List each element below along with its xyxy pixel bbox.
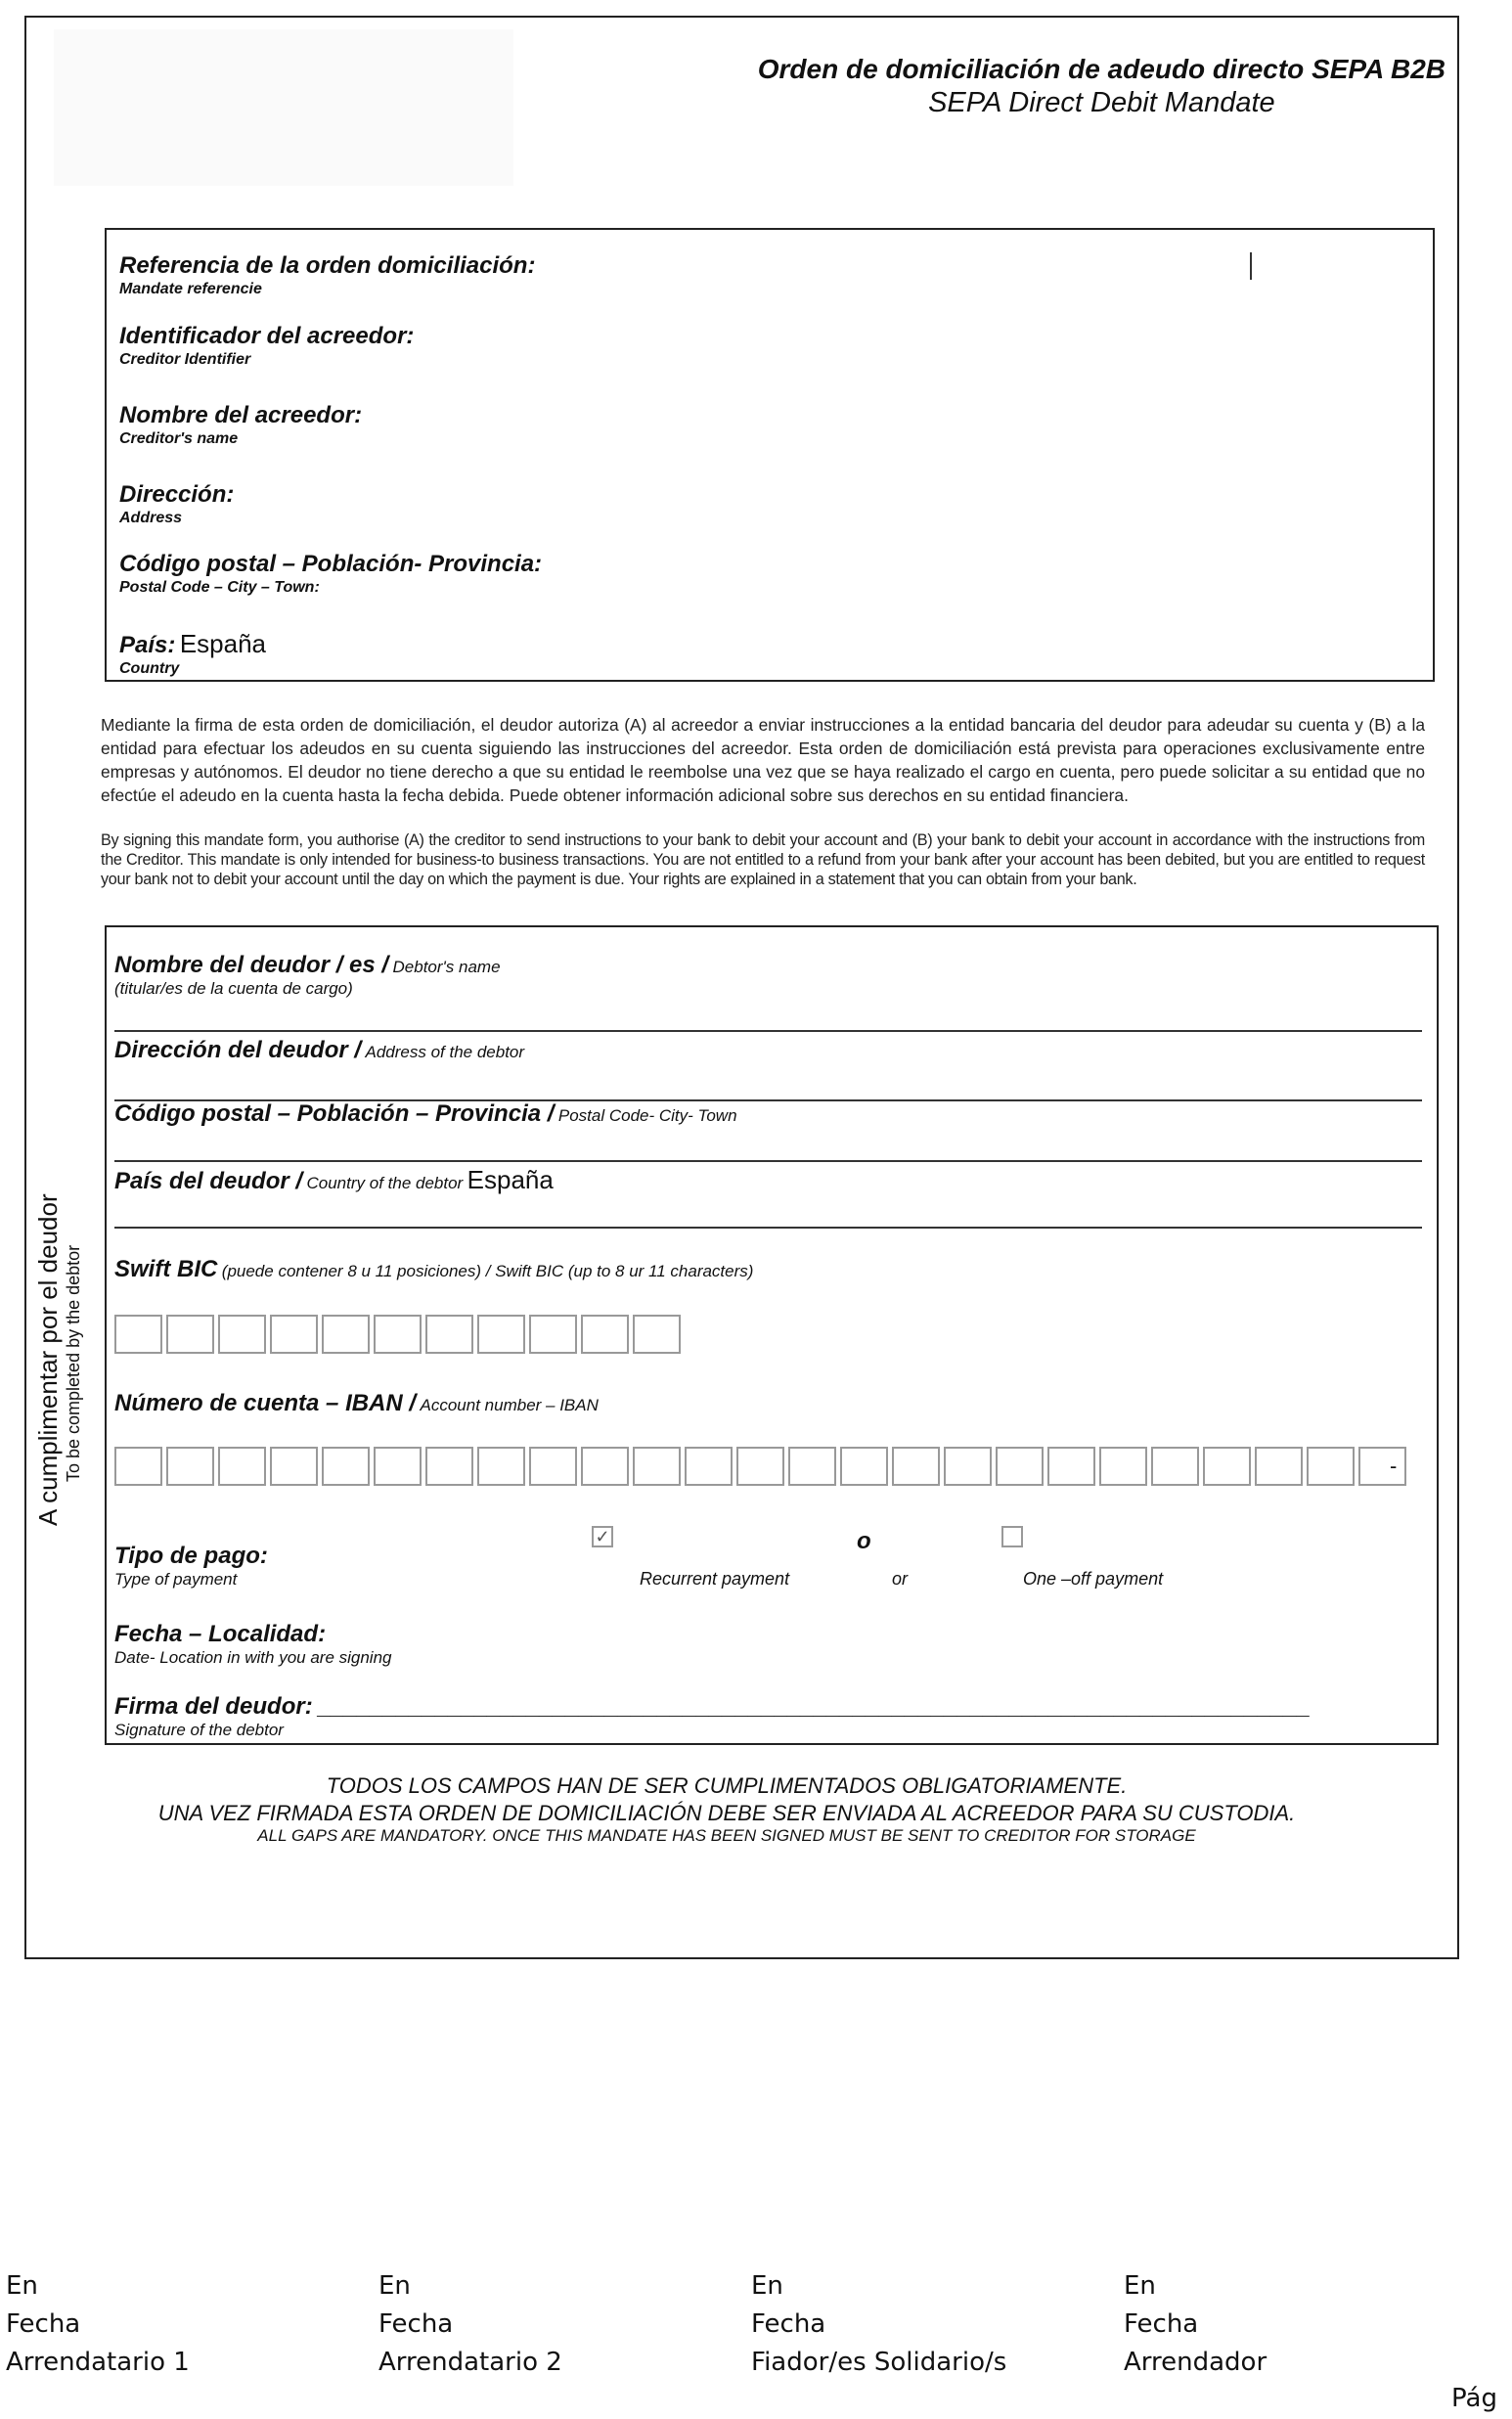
iban-cell[interactable] bbox=[788, 1447, 836, 1486]
debtor-country-field[interactable]: País del deudor / Country of the debtor España bbox=[114, 1165, 554, 1194]
text-cursor bbox=[1250, 252, 1252, 280]
debtor-name-field[interactable]: Nombre del deudor / es / Debtor's name (titular/es de la cuenta de cargo) bbox=[114, 952, 501, 998]
iban-suffix: - bbox=[1390, 1454, 1398, 1478]
iban-cell[interactable] bbox=[892, 1447, 940, 1486]
iban-cell[interactable] bbox=[1255, 1447, 1303, 1486]
swift-bic-cell[interactable] bbox=[322, 1315, 370, 1354]
recurrent-payment-label: Recurrent payment bbox=[640, 1569, 790, 1589]
iban-cell[interactable] bbox=[322, 1447, 370, 1486]
signature-block-4: En Fecha Arrendador bbox=[1124, 2271, 1267, 2377]
signature-line: ____________________________________________________________________________ bbox=[317, 1693, 1310, 1720]
or-es-label: o bbox=[857, 1528, 871, 1554]
logo-placeholder bbox=[54, 29, 513, 186]
notice-line-3: ALL GAPS ARE MANDATORY. ONCE THIS MANDATE HAS BEEN SIGNED MUST BE SENT TO CREDITOR FOR STORAGE bbox=[257, 1826, 1196, 1845]
swift-bic-cell[interactable] bbox=[114, 1315, 162, 1354]
creditor-country-field[interactable]: País: España Country bbox=[119, 629, 267, 677]
payment-type-label: Tipo de pago: Type of payment bbox=[114, 1543, 268, 1589]
iban-cell[interactable] bbox=[1358, 1447, 1406, 1486]
title-es: Orden de domiciliación de adeudo directo SEPA B2B bbox=[757, 54, 1445, 84]
debtor-address-field[interactable]: Dirección del deudor / Address of the debtor bbox=[114, 1037, 525, 1063]
signature-block-2: En Fecha Arrendatario 2 bbox=[378, 2271, 562, 2377]
iban-cell[interactable] bbox=[218, 1447, 266, 1486]
iban-cell[interactable] bbox=[944, 1447, 992, 1486]
iban-cell[interactable] bbox=[736, 1447, 784, 1486]
iban-cell[interactable] bbox=[425, 1447, 473, 1486]
mandate-reference-field[interactable]: Referencia de la orden domiciliación: Mandate referencie bbox=[119, 252, 536, 297]
title-en: SEPA Direct Debit Mandate bbox=[928, 87, 1275, 118]
iban-cell[interactable] bbox=[270, 1447, 318, 1486]
swift-bic-cell[interactable] bbox=[270, 1315, 318, 1354]
swift-bic-cell[interactable] bbox=[581, 1315, 629, 1354]
page-label: Pág bbox=[1451, 2384, 1497, 2413]
debtor-country-line bbox=[114, 1227, 1422, 1229]
signature-block-3: En Fecha Fiador/es Solidario/s bbox=[751, 2271, 1007, 2377]
side-label: A cumplimentar por el deudor To be completed by the debtor bbox=[33, 1193, 83, 1526]
iban-cell[interactable] bbox=[374, 1447, 422, 1486]
creditor-country-value: España bbox=[179, 629, 267, 658]
swift-bic-cell[interactable] bbox=[425, 1315, 473, 1354]
iban-cell[interactable] bbox=[166, 1447, 214, 1486]
debtor-country-value: España bbox=[467, 1165, 554, 1194]
iban-cell[interactable] bbox=[1099, 1447, 1147, 1486]
iban-cell[interactable] bbox=[996, 1447, 1044, 1486]
oneoff-payment-checkbox[interactable] bbox=[1001, 1526, 1023, 1547]
swift-bic-cell[interactable] bbox=[529, 1315, 577, 1354]
iban-cell[interactable] bbox=[1047, 1447, 1095, 1486]
debtor-postal-field[interactable]: Código postal – Población – Provincia / Postal Code- City- Town bbox=[114, 1100, 737, 1127]
iban-cell[interactable] bbox=[633, 1447, 681, 1486]
iban-label: Número de cuenta – IBAN / Account number – IBAN bbox=[114, 1390, 599, 1416]
recurrent-payment-checkbox[interactable]: ✓ bbox=[592, 1526, 613, 1547]
iban-cell[interactable] bbox=[1151, 1447, 1199, 1486]
iban-cell[interactable] bbox=[1203, 1447, 1251, 1486]
iban-cell[interactable] bbox=[1307, 1447, 1355, 1486]
iban-cell[interactable] bbox=[114, 1447, 162, 1486]
iban-cell[interactable] bbox=[685, 1447, 733, 1486]
legal-text-es: Mediante la firma de esta orden de domiciliación, el deudor autoriza (A) al acreedor a enviar instrucciones a la entidad bancaria del deudor para adeudar su cuenta y (B) a la entidad para efectuar los adeudos en su cuenta siguiendo las instrucciones del acreedor. Esta orden de domiciliación está prevista para operaciones exclusivamente entre empresas y autónomos. El deudor no tiene derecho a que su entidad le reembolse una vez que se haya realizado el cargo en cuenta, pero puede solicitar a su entidad que no efectúe el adeudo en la cuenta hasta la fecha debida. Puede obtener información adicional sobre sus derechos en su entidad financiera. bbox=[101, 715, 1425, 805]
iban-cell[interactable] bbox=[529, 1447, 577, 1486]
swift-bic-cells bbox=[114, 1315, 681, 1354]
iban-cell[interactable] bbox=[477, 1447, 525, 1486]
iban-cell[interactable] bbox=[840, 1447, 888, 1486]
creditor-name-field[interactable]: Nombre del acreedor: Creditor's name bbox=[119, 402, 363, 447]
notice-line-2: UNA VEZ FIRMADA ESTA ORDEN DE DOMICILIACIÓN DEBE SER ENVIADA AL ACREEDOR PARA SU CUSTODIA. bbox=[157, 1801, 1296, 1825]
notice-line-1: TODOS LOS CAMPOS HAN DE SER CUMPLIMENTADOS OBLIGATORIAMENTE. bbox=[326, 1773, 1128, 1798]
creditor-address-field[interactable]: Dirección: Address bbox=[119, 481, 235, 526]
debtor-postal-line bbox=[114, 1160, 1422, 1162]
debtor-name-line bbox=[114, 1030, 1422, 1032]
swift-bic-cell[interactable] bbox=[218, 1315, 266, 1354]
creditor-postal-field[interactable]: Código postal – Población- Provincia: Postal Code – City – Town: bbox=[119, 551, 543, 596]
date-location-field[interactable]: Fecha – Localidad: Date- Location in with you are signing bbox=[114, 1621, 392, 1667]
signature-block-1: En Fecha Arrendatario 1 bbox=[6, 2271, 190, 2377]
signature-field[interactable]: Firma del deudor: ____________________________________________________________________________ Signature of the debtor bbox=[114, 1693, 1310, 1739]
swift-bic-label: Swift BIC (puede contener 8 u 11 posiciones) / Swift BIC (up to 8 ur 11 characters) bbox=[114, 1256, 754, 1282]
swift-bic-cell[interactable] bbox=[633, 1315, 681, 1354]
oneoff-payment-label: One –off payment bbox=[1023, 1569, 1164, 1589]
swift-bic-cell[interactable] bbox=[477, 1315, 525, 1354]
swift-bic-cell[interactable] bbox=[166, 1315, 214, 1354]
mandate-title bbox=[758, 54, 1445, 119]
or-en-label: or bbox=[892, 1569, 909, 1589]
creditor-identifier-field[interactable]: Identificador del acreedor: Creditor Identifier bbox=[119, 323, 415, 368]
iban-cells bbox=[114, 1447, 1406, 1486]
swift-bic-cell[interactable] bbox=[374, 1315, 422, 1354]
legal-text-en: By signing this mandate form, you authorise (A) the creditor to send instructions to your bank to debit your account and (B) your bank to debit your account in accordance with the instructions from the Creditor. This mandate is only intended for business-to business transactions. You are not entitled to a refund from your bank after your account has been debited, but you are entitled to request your bank not to debit your account until the day on which the payment is due. Your rights are explained in a statement that you can obtain from your bank. bbox=[101, 831, 1425, 888]
iban-cell[interactable] bbox=[581, 1447, 629, 1486]
